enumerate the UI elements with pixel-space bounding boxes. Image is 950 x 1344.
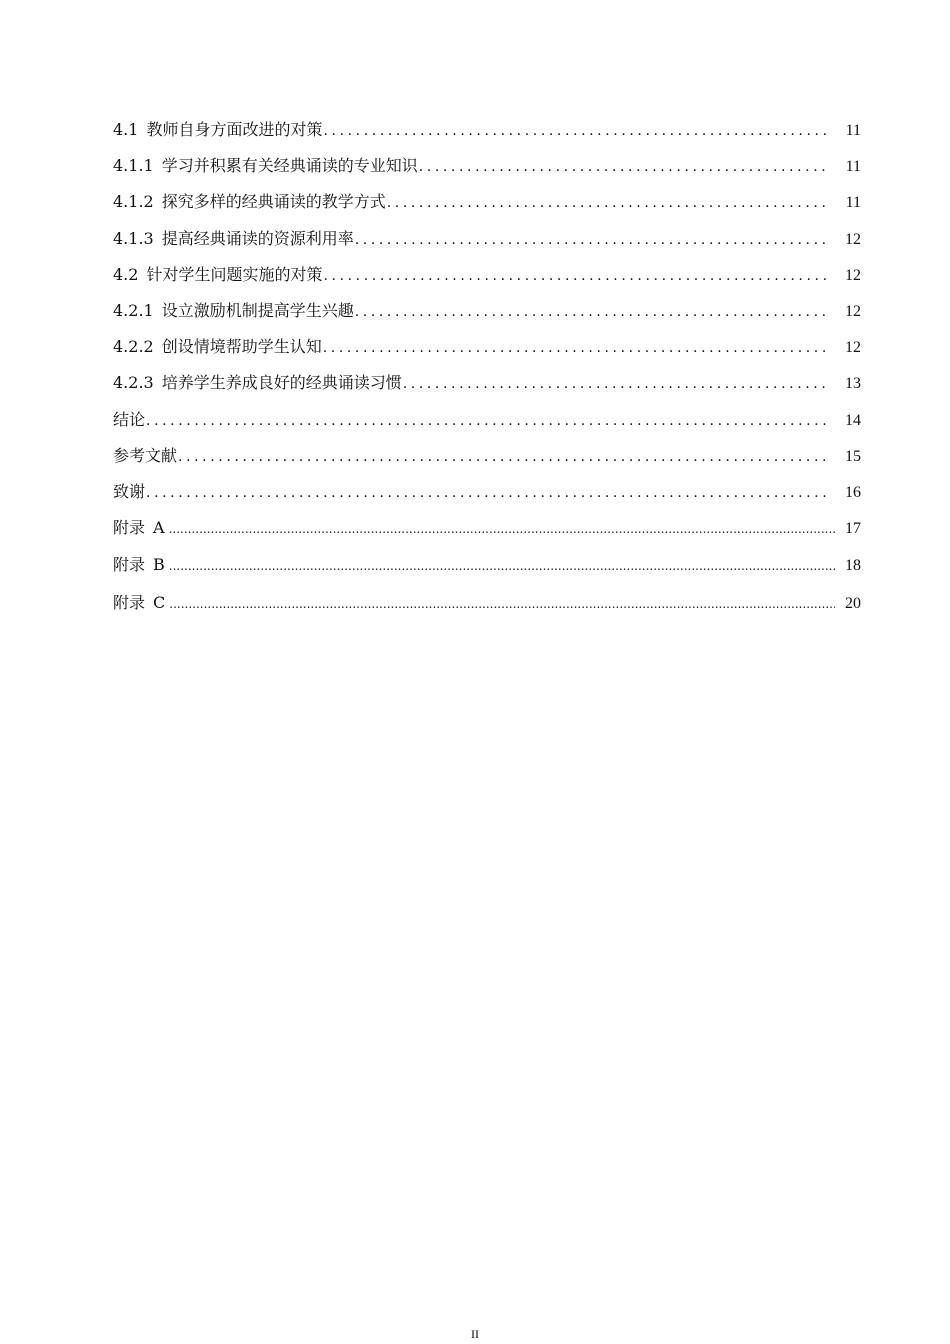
toc-entry-number: 4.2.1	[113, 300, 154, 320]
toc-dot-leader	[403, 372, 829, 396]
toc-entry-page: 11	[845, 158, 861, 176]
toc-entry-title: B	[153, 554, 165, 574]
toc-dot-leader	[178, 445, 829, 469]
toc-dot-leader	[355, 228, 829, 252]
toc-dot-leader	[146, 409, 829, 433]
toc-entry-number: 4.1.3	[113, 228, 154, 248]
toc-entry[interactable]	[113, 371, 861, 407]
toc-entry-acknowledgements[interactable]	[113, 480, 861, 516]
toc-entry-title: 学习并积累有关经典诵读的专业知识	[161, 156, 418, 176]
toc-entry[interactable]	[113, 335, 861, 371]
toc-entry-page: 12	[845, 302, 861, 320]
toc-dot-leader	[169, 592, 835, 616]
toc-entry-appendix-a[interactable]	[113, 516, 861, 553]
toc-dot-leader	[323, 264, 829, 288]
toc-entry-appendix-b[interactable]	[113, 553, 861, 590]
toc-entry-page: 12	[845, 230, 861, 248]
table-of-contents	[113, 118, 861, 631]
toc-entry-title: A	[153, 518, 165, 538]
toc-entry-title: 针对学生问题实施的对策	[146, 264, 323, 284]
toc-entry-number: 附录	[113, 518, 146, 538]
toc-entry-number: 4.2	[113, 264, 139, 284]
toc-entry-number: 附录	[113, 593, 146, 613]
toc-dot-leader	[169, 517, 835, 541]
toc-entry-title: 结论	[113, 409, 146, 429]
toc-entry-title: 创设情境帮助学生认知	[161, 337, 322, 357]
toc-entry[interactable]	[113, 263, 861, 299]
toc-entry-page: 20	[845, 595, 861, 613]
toc-entry-title: 探究多样的经典诵读的教学方式	[161, 192, 386, 212]
toc-entry-title: 提高经典诵读的资源利用率	[161, 228, 354, 248]
toc-dot-leader	[355, 300, 829, 324]
toc-dot-leader	[387, 191, 829, 215]
toc-entry-number: 4.1.1	[113, 156, 154, 176]
toc-entry-page: 18	[845, 556, 861, 574]
toc-entry-title: 致谢	[113, 481, 146, 501]
toc-entry-title: C	[153, 593, 166, 613]
toc-dot-leader	[419, 155, 829, 179]
toc-entry[interactable]	[113, 299, 861, 335]
toc-entry-number: 4.1.2	[113, 192, 154, 212]
toc-entry-number: 4.2.3	[113, 373, 154, 393]
toc-dot-leader	[323, 336, 829, 360]
toc-entry-title: 参考文献	[113, 445, 178, 465]
toc-entry-page: 11	[845, 194, 861, 212]
toc-entry-title: 设立激励机制提高学生兴趣	[161, 300, 354, 320]
toc-entry-title: 教师自身方面改进的对策	[146, 120, 323, 139]
toc-entry-appendix-c[interactable]	[113, 589, 861, 631]
toc-entry-title: 培养学生养成良好的经典诵读习惯	[161, 373, 402, 393]
toc-entry-number: 4.1	[113, 120, 139, 139]
toc-dot-leader	[146, 481, 829, 505]
toc-entry-page: 12	[845, 339, 861, 357]
toc-entry[interactable]	[113, 118, 861, 154]
toc-entry[interactable]	[113, 227, 861, 263]
toc-entry-page: 17	[845, 520, 861, 538]
toc-dot-leader	[323, 119, 829, 143]
toc-entry[interactable]	[113, 190, 861, 226]
toc-entry-page: 14	[845, 411, 861, 429]
toc-entry-page: 15	[845, 447, 861, 465]
toc-entry-number: 4.2.2	[113, 337, 154, 357]
toc-entry-page: 11	[845, 122, 861, 139]
toc-entry-page: 13	[845, 375, 861, 393]
toc-entry-number: 附录	[113, 554, 146, 574]
toc-entry[interactable]	[113, 154, 861, 190]
toc-entry-conclusion[interactable]	[113, 408, 861, 444]
toc-entry-references[interactable]	[113, 444, 861, 480]
footer-page-number: II	[471, 1327, 479, 1341]
toc-entry-page: 12	[845, 266, 861, 284]
toc-entry-page: 16	[845, 483, 861, 501]
toc-dot-leader	[169, 554, 835, 578]
